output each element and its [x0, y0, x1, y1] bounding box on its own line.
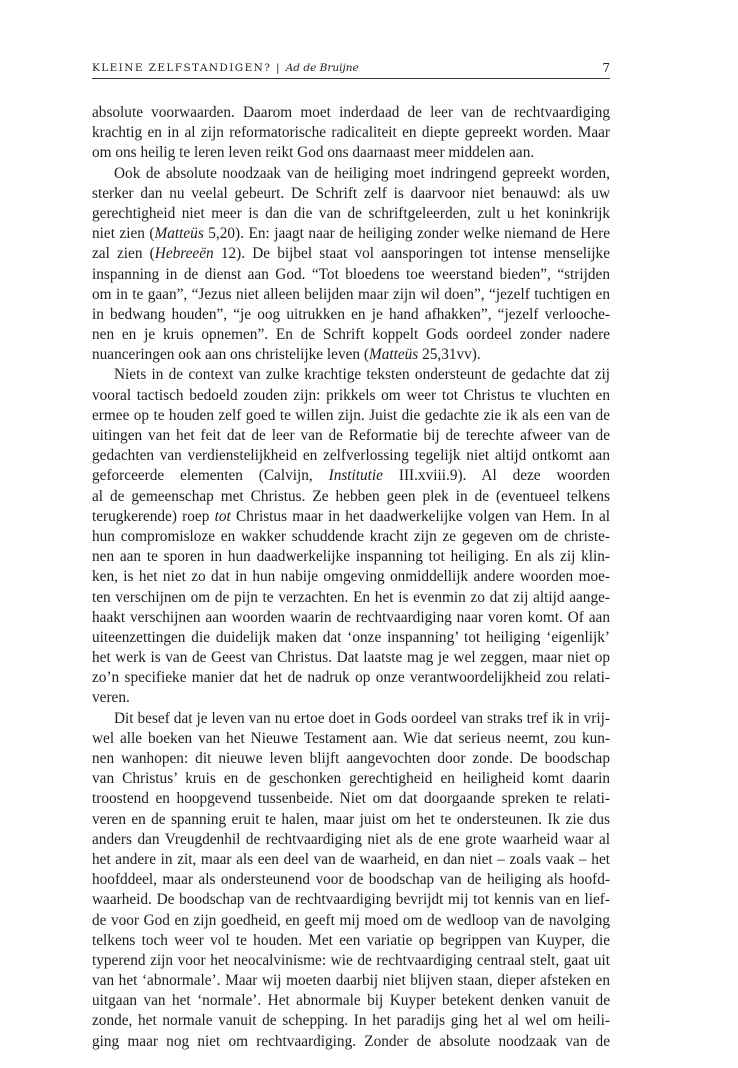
text-line	[92, 527, 610, 547]
text-line	[92, 406, 610, 426]
text-line	[92, 810, 610, 830]
line-text: van Christus’ kruis en de geschonken gerechtigheid en heiligheid komt daarin	[92, 770, 610, 788]
line-text: uitgaan van het ‘normale’. Het abnormale bij Kuyper betekent denken vanuit de	[92, 992, 610, 1010]
text-line	[92, 911, 610, 931]
header-title: KLEINE ZELFSTANDIGEN?	[92, 62, 272, 74]
text-line	[92, 668, 610, 688]
text-line	[92, 224, 610, 244]
line-text: nen wanhopen: dit nieuwe leven blijft aangevochten door zonde. De boodschap	[92, 750, 610, 767]
line-text: nen en je kruis opnemen”. En de Schrift koppelt Gods oordeel zonder nadere	[92, 326, 610, 344]
line-text: ten verschijnen om de pijn te verzachten. En het is evenmin zo dat zij altijd aange-	[92, 588, 610, 606]
line-text: veren en de spanning eruit te halen, maar juist om het te ondersteunen. Ik zie dus	[92, 810, 610, 828]
line-text: uitingen van het feit dat de leer van de Reformatie bij de terechte afweer van de	[92, 427, 610, 444]
text-line	[92, 446, 610, 466]
italic-reference: Institutie	[328, 467, 383, 485]
line-text: geforceerde elementen (Calvijn,	[92, 467, 329, 485]
line-text: niet zien (	[92, 225, 155, 243]
text-line	[92, 850, 610, 870]
italic-reference: tot	[214, 507, 231, 525]
text-line	[92, 648, 610, 668]
line-text: in bedwang houden”, “je oog uitrukken en je hand afhakken”, “jezelf verlooche-	[92, 305, 610, 323]
text-line	[92, 931, 610, 951]
line-text: ermee op te houden zelf goed te willen zijn. Juist die gedachte zie ik als een van de	[92, 406, 610, 424]
text-line	[92, 466, 610, 486]
text-line	[92, 1011, 610, 1031]
text-line	[92, 103, 610, 123]
line-text: veren.	[92, 689, 130, 707]
line-text: al de gemeenschap met Christus. Ze hebben geen plek in de (eventueel telkens	[92, 487, 610, 505]
line-text: Ook de absolute noodzaak van de heiliging moet indringend gepreekt worden,	[114, 164, 610, 182]
line-text: krachtig en in al zijn reformatorische radicaliteit en diepte gepreekt worden. Maar	[92, 124, 610, 142]
line-text: sterker dan nu veelal gebeurt. De Schrift zelf is daarvoor niet benauwd: als uw	[92, 184, 610, 202]
line-text: typerend zijn voor het neocalvinisme: wie de rechtvaardiging centraal stelt, gaat uit	[92, 951, 610, 969]
line-text: uiteenzettingen die duidelijk maken dat ‘onze inspanning’ tot heiliging ‘eigenlijk’	[92, 628, 610, 646]
line-text: om ons heilig te leren leven reikt God ons daarnaast meer middelen aan.	[92, 144, 535, 162]
line-text: terugkerende) roep	[92, 507, 215, 525]
text-line	[92, 729, 610, 749]
running-header	[92, 62, 610, 79]
line-text: ging maar nog niet om rechtvaardiging. Zonder de absolute noodzaak van de	[92, 1032, 610, 1050]
text-line	[92, 971, 610, 991]
text-line	[92, 184, 610, 204]
text-line	[92, 890, 610, 910]
line-text: wel alle boeken van het Nieuwe Testament aan. Wie dat serieus neemt, zou kun-	[92, 729, 610, 747]
line-text: de voor God en zijn goedheid, en geeft mij moed om de wedloop van de navolging	[92, 911, 610, 929]
page-number: 7	[602, 61, 610, 75]
italic-reference: Matteüs	[154, 225, 204, 243]
line-text: hun compromisloze en wakker schuddende kracht zijn ze gegeven om de christe-	[92, 527, 610, 545]
line-text: om in te gaan”, “Jezus niet alleen belijden maar zijn wil doen”, “jezelf tuchtigen en	[92, 285, 610, 303]
text-line	[92, 688, 610, 708]
header-author: Ad de Bruijne	[285, 62, 359, 74]
text-line	[92, 244, 610, 264]
text-line	[92, 507, 610, 527]
line-text: nuanceringen ook aan ons christelijke leven (	[92, 346, 369, 364]
line-text: zal zien (	[92, 245, 155, 263]
text-line	[92, 567, 610, 587]
italic-reference: Hebreeën	[154, 245, 214, 263]
text-line	[92, 204, 610, 224]
line-text: anders dan Vreugdenhil de rechtvaardiging niet als de ene grote waarheid waar al	[92, 830, 610, 848]
text-line	[92, 628, 610, 648]
line-text: 5,20). En: jaagt naar de heiliging zonder welke niemand de Here	[203, 225, 610, 243]
italic-reference: Matteüs	[368, 346, 419, 364]
line-text: troostend en hoopgevend tussenbeide. Niet om dat doorgaande spreken te relati-	[92, 790, 610, 808]
text-line	[92, 365, 610, 385]
text-line	[92, 749, 610, 769]
line-text: gerechtigheid niet meer is dan die van de schriftgeleerden, zult u het koninkrijk	[92, 204, 610, 222]
line-text: Christus maar in het daadwerkelijke volgen van Hem. In al	[230, 507, 610, 525]
text-line	[92, 487, 610, 507]
text-line	[92, 386, 610, 406]
text-line	[92, 830, 610, 850]
line-text: het werk is van de Geest van Christus. Dat laatste mag je wel zeggen, maar niet op	[92, 649, 610, 667]
text-line	[92, 285, 610, 305]
line-text: telkens toch weer vol te houden. Met een variatie op begrippen van Kuyper, die	[92, 931, 610, 949]
text-line	[92, 1032, 610, 1052]
line-text: Niets in de context van zulke krachtige teksten ondersteunt de gedachte dat zij	[114, 366, 610, 384]
line-text: III.xviii.9). Al deze woorden	[382, 467, 610, 485]
text-line	[92, 547, 610, 567]
line-text: 25,31vv).	[418, 346, 481, 364]
line-text: vooral tactisch bedoeld zouden zijn: prikkels om weer tot Christus te vluchten en	[92, 386, 610, 404]
text-line	[92, 164, 610, 184]
text-line	[92, 789, 610, 809]
text-line	[92, 426, 610, 446]
header-title-group	[92, 62, 359, 74]
text-line	[92, 588, 610, 608]
text-line	[92, 325, 610, 345]
line-text: haakt verschijnen aan woorden waarin de rechtvaardiging naar voren komt. Of aan	[92, 608, 610, 626]
text-line	[92, 265, 610, 285]
line-text: waarheid. De boodschap van de rechtvaardiging bevrijdt mij tot kennis van en lief-	[92, 891, 610, 909]
text-line	[92, 143, 610, 163]
text-line	[92, 123, 610, 143]
text-line	[92, 305, 610, 325]
text-line	[92, 345, 610, 365]
text-line	[92, 608, 610, 628]
text-line	[92, 991, 610, 1011]
line-text: gedachten van verdienstelijkheid en zelfverlossing tegelijk niet altijd ontkomt aan	[92, 447, 610, 465]
line-text: absolute voorwaarden. Daarom moet inderdaad de leer van de rechtvaardiging	[92, 104, 610, 121]
text-line	[92, 709, 610, 729]
line-text: het andere in zit, maar als een deel van de waarheid, en dan niet – zoals vaak – het	[92, 850, 610, 868]
header-separator: |	[271, 62, 286, 74]
line-text: nen aan te sporen in hun daadwerkelijke inspanning tot heiliging. En als zij klin-	[92, 548, 610, 566]
line-text: hoofddeel, maar als ondersteunend voor de boodschap van de heiliging als hoofd-	[92, 871, 610, 889]
body-text	[92, 103, 610, 1052]
line-text: inspanning in de dienst aan God. “Tot bloedens toe weerstand bieden”, “strijden	[92, 265, 610, 283]
text-line	[92, 951, 610, 971]
line-text: Dit besef dat je leven van nu ertoe doet in Gods oordeel van straks tref ik in vrij-	[114, 709, 610, 727]
line-text: zo’n specifieke manier dat het de nadruk op onze verantwoordelijkheid zou relati-	[92, 669, 610, 687]
line-text: van het ‘abnormale’. Maar wij moeten daarbij niet blijven staan, dieper afsteken en	[92, 972, 610, 990]
text-line	[92, 870, 610, 890]
text-line	[92, 769, 610, 789]
line-text: 12). De bijbel staat vol aansporingen tot intense menselijke	[213, 245, 610, 263]
line-text: ken, is het niet zo dat in hun nabije omgeving onmiddellijk andere woorden moe-	[92, 568, 610, 586]
line-text: zonde, het normale vanuit de schepping. In het paradijs ging het al wel om heili-	[92, 1012, 610, 1030]
